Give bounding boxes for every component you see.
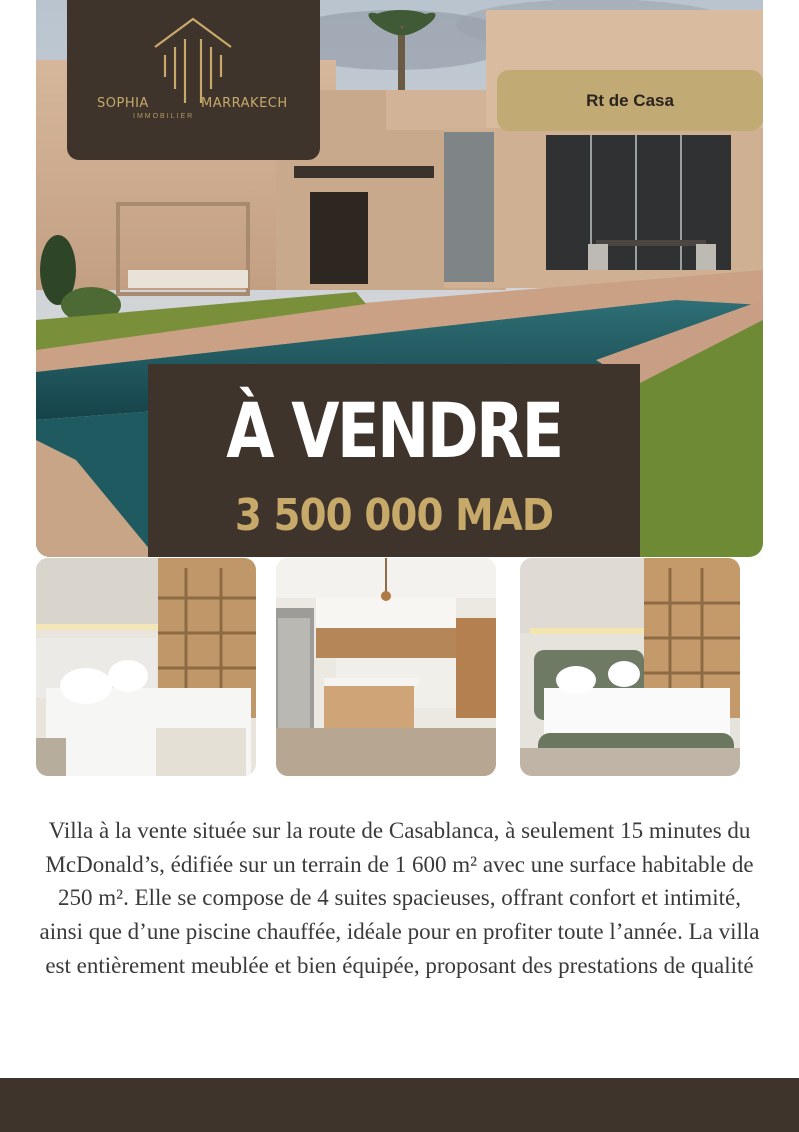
brand-logo <box>67 0 320 160</box>
location-label: Rt de Casa <box>586 90 674 110</box>
logo-brand-left: SOPHIA <box>97 96 149 111</box>
sale-title: À VENDRE <box>226 386 562 475</box>
kitchen-photo <box>276 558 496 776</box>
sale-price: 3 500 000 MAD <box>234 490 554 541</box>
location-badge <box>497 70 763 131</box>
bedroom-photo <box>36 558 256 776</box>
bedroom-green-bed-photo <box>520 558 740 776</box>
footer-band <box>0 1078 799 1132</box>
property-description: Villa à la vente située sur la route de Casablanca, à seulement 15 minutes du McDonald’s, édifiée sur un terrain de 1 600 m² avec une surface habitable de 250 m². Elle se compose de 4 suites spacieuses, offrant confort et intimité, ainsi que d’une piscine chauffée, idéale pour en profiter toute l’année. La villa est entièrement meublée et bien équipée, proposant des prestations de qualité <box>39 818 760 978</box>
sale-banner <box>148 364 640 557</box>
logo-brand-right: MARRAKECH <box>201 96 288 111</box>
logo-brand-sub: IMMOBILIER <box>133 113 195 120</box>
